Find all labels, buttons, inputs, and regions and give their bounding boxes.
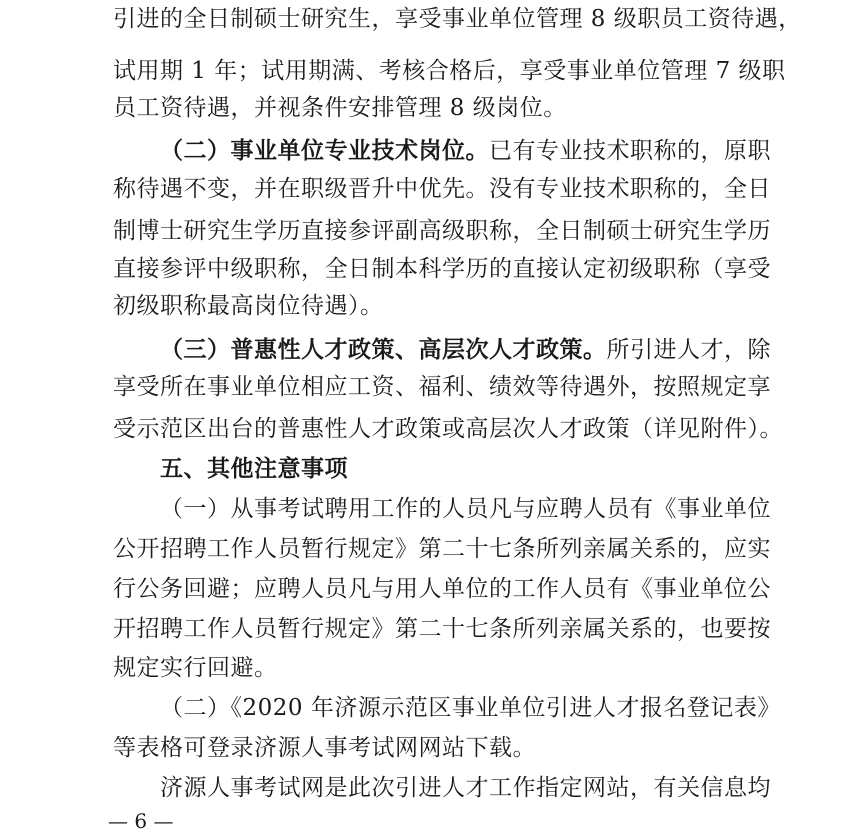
line-text: 所引进人才，除 [606,337,771,363]
paragraph-line [113,410,783,448]
subsection-line [160,331,771,369]
paragraph-line [113,170,771,208]
line-text: 济源人事考试网是此次引进人才工作指定网站，有关信息均 [160,775,771,801]
subsection-line [160,132,771,170]
line-text: 受示范区出台的普惠性人才政策或高层次人才政策（详见附件）。 [113,416,783,442]
paragraph-line [160,689,781,727]
paragraph-line [113,52,786,90]
subsection-title: （三）普惠性人才政策、高层次人才政策。 [160,336,607,363]
line-text: 公开招聘工作人员暂行规定》第二十七条所列亲属关系的，应实 [113,536,771,562]
subsection-title: （二）事业单位专业技术岗位。 [160,137,489,164]
line-text: 规定实行回避。 [113,655,278,681]
line-text: 试用期 1 年；试用期满、考核合格后，享受事业单位管理 7 级职 [113,58,786,84]
paragraph-line [113,250,771,288]
paragraph-line [113,610,771,648]
paragraph-line [113,649,278,687]
paragraph-line [113,729,536,767]
line-text: 引进的全日制硕士研究生，享受事业单位管理 8 级职员工资待遇， [113,6,802,32]
line-text: （一）从事考试聘用工作的人员凡与应聘人员有《事业单位 [160,496,771,522]
line-text: 员工资待遇，并视条件安排管理 8 级岗位。 [113,95,567,121]
section-heading [160,450,348,488]
paragraph-line [113,89,567,127]
paragraph-line [113,212,771,250]
line-text: 初级职称最高岗位待遇）。 [113,293,384,319]
page-number: — 6 — [108,809,174,833]
line-text: 行公务回避；应聘人员凡与用人单位的工作人员有《事业单位公 [113,576,771,602]
line-text: 开招聘工作人员暂行规定》第二十七条所列亲属关系的，也要按 [113,616,771,642]
line-text: 称待遇不变，并在职级晋升中优先。没有专业技术职称的，全日 [113,176,771,202]
line-text: （二）《2020 年济源示范区事业单位引进人才报名登记表》 [160,695,781,721]
line-text: 已有专业技术职称的，原职 [489,138,771,164]
line-text: 享受所在事业单位相应工资、福利、绩效等待遇外，按照规定享 [113,374,771,400]
paragraph-line [113,0,802,38]
heading-text: 五、其他注意事项 [160,456,348,482]
line-text: 等表格可登录济源人事考试网网站下载。 [113,735,536,761]
paragraph-line [113,570,771,608]
paragraph-line [113,368,771,406]
paragraph-line [113,530,771,568]
paragraph-line [160,490,771,528]
line-text: 直接参评中级职称，全日制本科学历的直接认定初级职称（享受 [113,256,771,282]
paragraph-line [160,769,771,807]
line-text: 制博士研究生学历直接参评副高级职称，全日制硕士研究生学历 [113,218,771,244]
paragraph-line [113,287,384,325]
